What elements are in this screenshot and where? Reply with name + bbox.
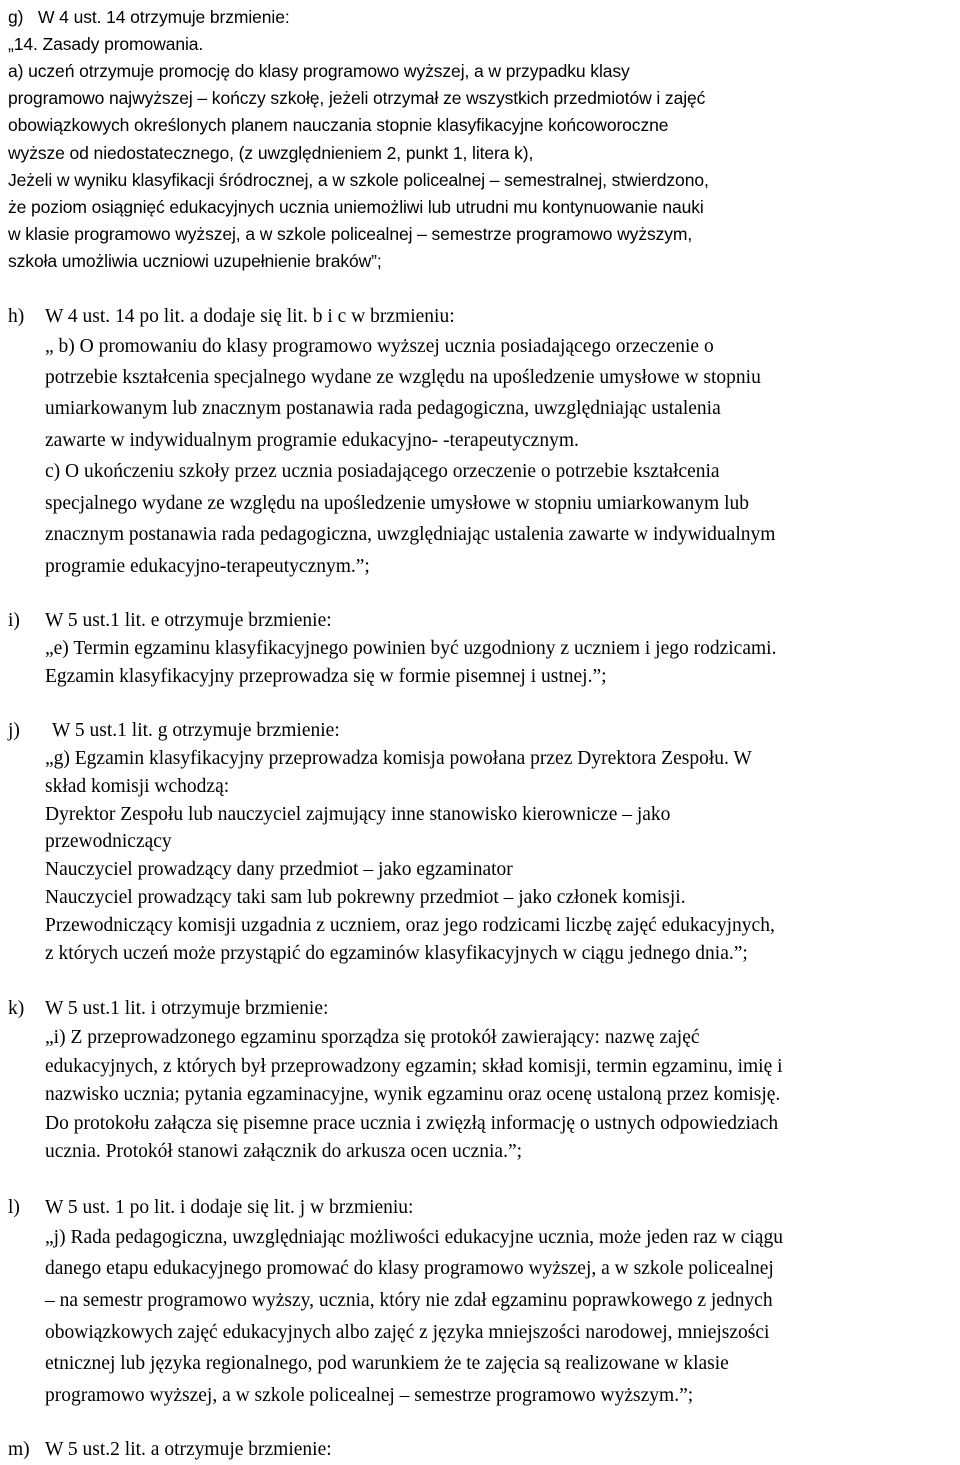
text-line: szkoła umożliwia uczniowi uzupełnienie braków”; xyxy=(8,251,382,271)
text-line: Do protokołu załącza się pisemne prace ucznia i zwięzłą informację o ustnych odpowiedziach xyxy=(45,1113,779,1134)
section-heading: W 5 ust.1 lit. e otrzymuje brzmienie: xyxy=(45,610,332,631)
section-label: l) xyxy=(8,1197,20,1218)
text-line: w klasie programowo wyższej, a w szkole policealnej – semestrze programowo wyższym, xyxy=(8,224,693,244)
text-line: edukacyjnych, z których był przeprowadzony egzamin; skład komisji, termin egzaminu, imię i xyxy=(45,1056,783,1077)
text-line: specjalnego wydane ze względu na upośledzenie umysłowe w stopniu umiarkowanym lub xyxy=(45,493,749,514)
text-line: „e) Termin egzaminu klasyfikacyjnego powinien być uzgodniony z uczniem i jego rodzicami. xyxy=(45,638,777,659)
section-label: m) xyxy=(8,1439,30,1460)
text-line: umiarkowanym lub znacznym postanawia rada pedagogiczna, uwzględniając ustalenia xyxy=(45,398,721,419)
text-line: zawarte w indywidualnym programie edukacyjno- -terapeutycznym. xyxy=(45,430,579,451)
text-line: „ b) O promowaniu do klasy programowo wyższej ucznia posiadającego orzeczenie o xyxy=(45,336,714,357)
section-label: k) xyxy=(8,998,25,1019)
text-line: wyższe od niedostatecznego, (z uwzględnieniem 2, punkt 1, litera k), xyxy=(8,143,534,163)
section-heading: W 4 ust. 14 po lit. a dodaje się lit. b i c w brzmieniu: xyxy=(45,306,455,327)
section-label: j) xyxy=(8,720,20,741)
text-line: c) O ukończeniu szkoły przez ucznia posiadającego orzeczenie o potrzebie kształcenia xyxy=(45,461,720,482)
text-line: znacznym postanawia rada pedagogiczna, uwzględniając ustalenia zawarte w indywidualnym xyxy=(45,524,776,545)
text-line: obowiązkowych określonych planem nauczania stopnie klasyfikacyjne końcoworoczne xyxy=(8,115,669,135)
text-line: „g) Egzamin klasyfikacyjny przeprowadza komisja powołana przez Dyrektora Zespołu. W xyxy=(45,748,752,769)
section-heading: W 5 ust.1 lit. i otrzymuje brzmienie: xyxy=(45,998,329,1019)
text-line: „j) Rada pedagogiczna, uwzględniając możliwości edukacyjne ucznia, może jeden raz w ciągu xyxy=(45,1227,783,1248)
text-line: z których uczeń może przystąpić do egzaminów klasyfikacyjnych w ciągu jednego dnia.”; xyxy=(45,943,748,964)
section-heading: W 5 ust.2 lit. a otrzymuje brzmienie: xyxy=(45,1439,332,1460)
text-line: „14. Zasady promowania. xyxy=(8,34,204,54)
text-line: programowo najwyższej – kończy szkołę, jeżeli otrzymał ze wszystkich przedmiotów i zajęć xyxy=(8,88,706,108)
text-line: obowiązkowych zajęć edukacyjnych albo zajęć z języka mniejszości narodowej, mniejszości xyxy=(45,1322,770,1343)
text-line: a) uczeń otrzymuje promocję do klasy programowo wyższej, a w przypadku klasy xyxy=(8,61,630,81)
section-label: g) xyxy=(8,7,24,27)
text-line: przewodniczący xyxy=(45,831,172,852)
text-line: Nauczyciel prowadzący dany przedmiot – jako egzaminator xyxy=(45,859,513,880)
section-heading: W 4 ust. 14 otrzymuje brzmienie: xyxy=(38,7,290,27)
text-line: danego etapu edukacyjnego promować do klasy programowo wyższej, a w szkole policealnej xyxy=(45,1258,774,1279)
section-heading: W 5 ust.1 lit. g otrzymuje brzmienie: xyxy=(52,720,340,741)
section-heading: W 5 ust. 1 po lit. i dodaje się lit. j w brzmieniu: xyxy=(45,1197,414,1218)
text-line: ucznia. Protokół stanowi załącznik do arkusza ocen ucznia.”; xyxy=(45,1141,523,1162)
section-label: i) xyxy=(8,610,20,631)
text-line: etnicznej lub języka regionalnego, pod warunkiem że te zajęcia są realizowane w klasie xyxy=(45,1353,729,1374)
text-line: Przewodniczący komisji uzgadnia z uczniem, oraz jego rodzicami liczbę zajęć edukacyjnych, xyxy=(45,915,775,936)
text-line: programie edukacyjno-terapeutycznym.”; xyxy=(45,556,370,577)
text-line: skład komisji wchodzą: xyxy=(45,776,230,797)
text-line: że poziom osiągnięć edukacyjnych ucznia uniemożliwi lub utrudni mu kontynuowanie nauki xyxy=(8,197,704,217)
text-line: Egzamin klasyfikacyjny przeprowadza się w formie pisemnej i ustnej.”; xyxy=(45,666,607,687)
text-line: potrzebie kształcenia specjalnego wydane ze względu na upośledzenie umysłowe w stopniu xyxy=(45,367,761,388)
text-line: Dyrektor Zespołu lub nauczyciel zajmujący inne stanowisko kierownicze – jako xyxy=(45,804,671,825)
section-label: h) xyxy=(8,306,25,327)
text-line: – na semestr programowo wyższy, ucznia, który nie zdał egzaminu poprawkowego z jednych xyxy=(45,1290,773,1311)
text-line: „i) Z przeprowadzonego egzaminu sporządza się protokół zawierający: nazwę zajęć xyxy=(45,1027,700,1048)
text-line: Nauczyciel prowadzący taki sam lub pokrewny przedmiot – jako członek komisji. xyxy=(45,887,686,908)
text-line: nazwisko ucznia; pytania egzaminacyjne, wynik egzaminu oraz ocenę ustaloną przez komisję. xyxy=(45,1084,781,1105)
text-line: programowo wyższej, a w szkole policealnej – semestrze programowo wyższym.”; xyxy=(45,1385,694,1406)
text-line: Jeżeli w wyniku klasyfikacji śródrocznej, a w szkole policealnej – semestralnej, stwierdzono, xyxy=(8,170,709,190)
